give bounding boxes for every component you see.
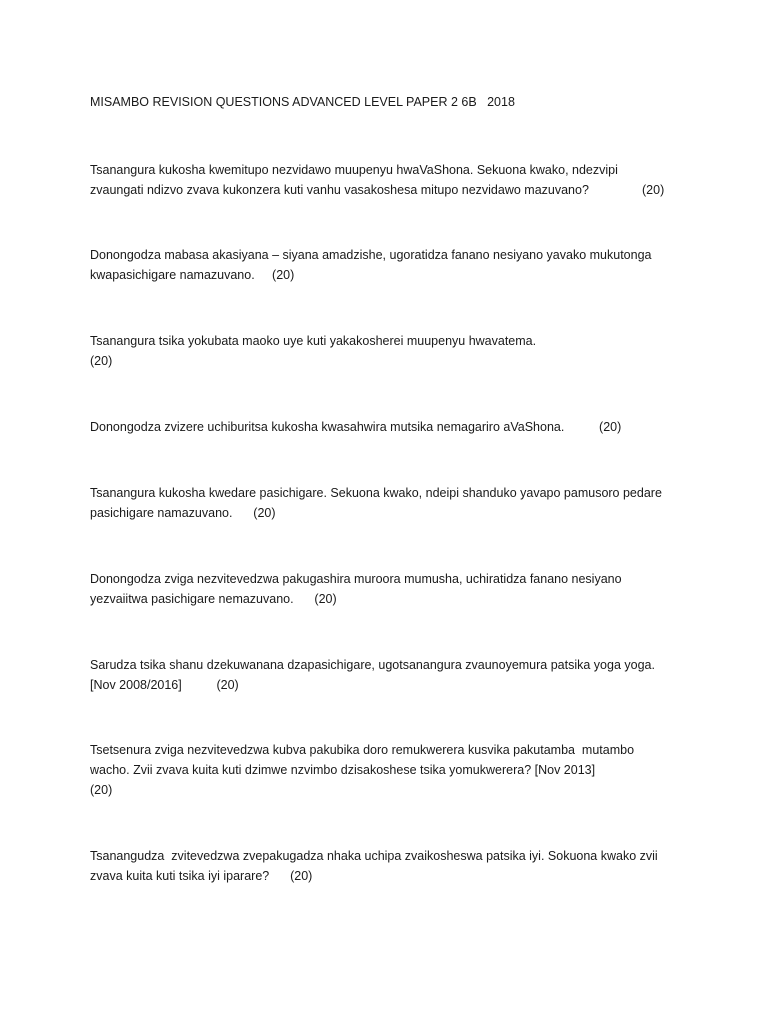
question-line: Tsanangura kukosha kwemitupo nezvidawo muupenyu hwaVaShona. Sekuona kwako, ndezvipi — [90, 163, 618, 177]
question-line: kwapasichigare namazuvano. (20) — [90, 268, 295, 282]
question-1 — [90, 160, 680, 200]
question-line: (20) — [90, 354, 113, 368]
question-line: Donongodza zvizere uchiburitsa kukosha kwasahwira mutsika nemagariro aVaShona. (20) — [90, 420, 622, 434]
question-5 — [90, 483, 680, 523]
question-6 — [90, 569, 680, 609]
question-line: wacho. Zvii zvava kuita kuti dzimwe nzvimbo dzisakoshese tsika yomukwerera? [Nov 2013] — [90, 763, 596, 777]
question-line: Sarudza tsika shanu dzekuwanana dzapasichigare, ugotsanangura zvaunoyemura patsika yoga yoga. — [90, 658, 655, 672]
question-marks: (20) — [642, 183, 665, 197]
question-line: Tsanangura tsika yokubata maoko uye kuti yakakosherei muupenyu hwavatema. — [90, 334, 537, 348]
question-line: Donongodza mabasa akasiyana – siyana amadzishe, ugoratidza fanano nesiyano yavako mukutonga — [90, 248, 652, 262]
question-9 — [90, 846, 680, 886]
question-line: yezvaiitwa pasichigare nemazuvano. (20) — [90, 592, 337, 606]
page-title: MISAMBO REVISION QUESTIONS ADVANCED LEVEL PAPER 2 6B 2018 — [90, 95, 515, 109]
question-line: Tsetsenura zviga nezvitevedzwa kubva pakubika doro remukwerera kusvika pakutamba mutambo — [90, 743, 635, 757]
question-line: zvaungati ndizvo zvava kukonzera kuti vanhu vasakoshesa mitupo nezvidawo mazuvano? — [90, 183, 589, 197]
question-line: Tsanangura kukosha kwedare pasichigare. Sekuona kwako, ndeipi shanduko yavapo pamusoro pedare — [90, 486, 662, 500]
question-line: zvava kuita kuti tsika iyi iparare? (20) — [90, 869, 313, 883]
question-line: pasichigare namazuvano. (20) — [90, 506, 276, 520]
question-3 — [90, 331, 680, 371]
question-7 — [90, 655, 680, 695]
question-line: [Nov 2008/2016] (20) — [90, 678, 239, 692]
question-4 — [90, 417, 680, 437]
question-2 — [90, 245, 680, 285]
question-line: (20) — [90, 783, 113, 797]
question-line: Tsanangudza zvitevedzwa zvepakugadza nhaka uchipa zvaikosheswa patsika iyi. Sokuona kwako zvii — [90, 849, 658, 863]
question-8 — [90, 740, 680, 800]
question-line: Donongodza zviga nezvitevedzwa pakugashira muroora mumusha, uchiratidza fanano nesiyano — [90, 572, 622, 586]
